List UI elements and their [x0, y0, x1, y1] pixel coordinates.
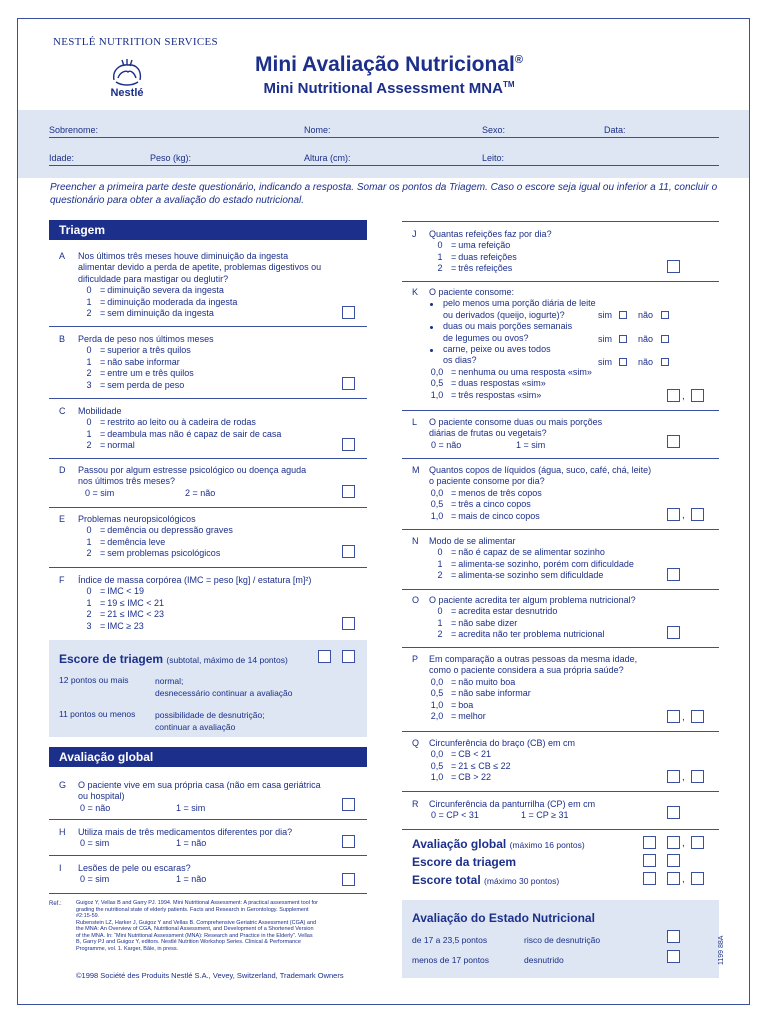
subtotal-range-2: 11 pontos ou menos	[59, 709, 136, 719]
form-code: 1199 88A	[718, 935, 725, 965]
global-total-label: Avaliação global (máximo 16 pontos)	[412, 837, 585, 851]
divider	[49, 507, 367, 508]
nome-label: Nome:	[304, 125, 331, 135]
instructions-text: Preencher a primeira parte deste questionário, indicando a resposta. Somar os pontos da Triagem. Caso o escore seja igual ou inferior a 11, concluir o questionário para obter a avaliação do estado nutricional.	[50, 182, 718, 206]
subtotal-title: Escore de triagem (subtotal, máximo de 14 pontos)	[59, 652, 288, 666]
status-result-1: risco de desnutrição	[524, 935, 601, 945]
score-box-p-int[interactable]	[667, 710, 680, 723]
k1-nao-label: não	[638, 310, 654, 320]
divider	[49, 458, 367, 459]
divider	[49, 819, 367, 820]
bullet-icon	[430, 349, 433, 352]
k3-nao-label: não	[638, 357, 654, 367]
divider	[402, 458, 719, 459]
patient-info-band	[18, 110, 749, 178]
page-subtitle: Mini Nutritional Assessment MNA™	[263, 80, 515, 97]
k3-sim-checkbox[interactable]	[619, 358, 627, 366]
data-label: Data:	[604, 125, 626, 135]
score-box-b[interactable]	[342, 377, 355, 390]
score-box-n[interactable]	[667, 568, 680, 581]
total-score-box-tens[interactable]	[643, 872, 656, 885]
decimal-comma: ,	[682, 712, 685, 723]
divider	[402, 221, 719, 222]
k3-sim-label: sim	[598, 357, 612, 367]
decimal-comma: ,	[682, 510, 685, 521]
score-box-o[interactable]	[667, 626, 680, 639]
k1-sim-label: sim	[598, 310, 612, 320]
score-box-k-int[interactable]	[667, 389, 680, 402]
score-box-p-dec[interactable]	[691, 710, 704, 723]
divider	[402, 589, 719, 590]
k1-sim-checkbox[interactable]	[619, 311, 627, 319]
decimal-comma: ,	[682, 874, 685, 885]
score-box-c[interactable]	[342, 438, 355, 451]
score-box-i[interactable]	[342, 873, 355, 886]
score-box-h[interactable]	[342, 835, 355, 848]
k2-nao-label: não	[638, 334, 654, 344]
subtotal-result-1: normal; desnecessário continuar a avaliação	[155, 676, 293, 698]
score-box-q-int[interactable]	[667, 770, 680, 783]
references: Guigoz Y, Vellas B and Garry PJ. 1994. Mini Nutritional Assessment: A practical assessment tool for grading the nutritional state of elderly patients. Facts and Research in Gerontology. Supplement #2:15-59. Rubenstein LZ, Harker J, Guigoz Y and Vellas B. Comprehensive Geriatric Assessment (CGA) and the MNA: An Overview of CGA, Nutritional Assessment, and Development of a Shortened Version of the MNA. In: “Mini Nutritional Assessment (MNA): Research and Practice in the Elderly”. Vellas B, Garry PJ and Guigoz Y, editors. Nestlé Nutrition Workshop Series. Clinical & Performance Programme, vol. 1. Karger, Bâle, in press.	[76, 900, 318, 952]
k3-nao-checkbox[interactable]	[661, 358, 669, 366]
copyright: ©1998 Société des Produits Nestlé S.A., Vevey, Switzerland, Trademark Owners	[76, 971, 344, 980]
decimal-comma: ,	[682, 838, 685, 849]
k1-nao-checkbox[interactable]	[661, 311, 669, 319]
score-box-j[interactable]	[667, 260, 680, 273]
patient-line-2[interactable]	[49, 165, 719, 166]
score-box-e[interactable]	[342, 545, 355, 558]
idade-label: Idade:	[49, 153, 75, 163]
total-score-box-units[interactable]	[667, 872, 680, 885]
page-title: Mini Avaliação Nutricional®	[255, 53, 523, 76]
score-box-f[interactable]	[342, 617, 355, 630]
divider	[402, 281, 719, 282]
status-box-1[interactable]	[667, 930, 680, 943]
peso-label: Peso (kg):	[150, 153, 192, 163]
divider	[402, 829, 719, 830]
k2-sim-checkbox[interactable]	[619, 335, 627, 343]
divider	[402, 647, 719, 648]
global-total-box-dec[interactable]	[691, 836, 704, 849]
subtotal-box-tens[interactable]	[318, 650, 331, 663]
divider	[402, 529, 719, 530]
divider	[402, 791, 719, 792]
bullet-icon	[430, 303, 433, 306]
score-box-l[interactable]	[667, 435, 680, 448]
status-box-2[interactable]	[667, 950, 680, 963]
decimal-comma: ,	[682, 391, 685, 402]
refs-label: Ref.:	[49, 901, 62, 907]
score-box-m-int[interactable]	[667, 508, 680, 521]
divider	[49, 326, 367, 327]
sexo-label: Sexo:	[482, 125, 506, 135]
score-box-a[interactable]	[342, 306, 355, 319]
triagem-score-box-units[interactable]	[667, 854, 680, 867]
k2-sim-label: sim	[598, 334, 612, 344]
bullet-icon	[430, 326, 433, 329]
divider	[49, 893, 367, 894]
decimal-comma: ,	[682, 772, 685, 783]
score-box-m-dec[interactable]	[691, 508, 704, 521]
k2-nao-checkbox[interactable]	[661, 335, 669, 343]
leito-label: Leito:	[482, 153, 505, 163]
status-range-2: menos de 17 pontos	[412, 955, 490, 965]
status-range-1: de 17 a 23,5 pontos	[412, 935, 488, 945]
total-score-label: Escore total (máximo 30 pontos)	[412, 873, 560, 887]
triagem-header: Triagem	[49, 220, 367, 240]
altura-label: Altura (cm):	[304, 153, 351, 163]
score-box-q-dec[interactable]	[691, 770, 704, 783]
sobrenome-label: Sobrenome:	[49, 125, 99, 135]
status-result-2: desnutrido	[524, 955, 564, 965]
divider	[49, 398, 367, 399]
nutritional-status-title: Avaliação do Estado Nutricional	[412, 911, 595, 925]
score-box-g[interactable]	[342, 798, 355, 811]
subtotal-box-units[interactable]	[342, 650, 355, 663]
divider	[402, 410, 719, 411]
score-box-r[interactable]	[667, 806, 680, 819]
subtotal-result-2: possibilidade de desnutrição; continuar a avaliação	[155, 710, 265, 732]
score-box-d[interactable]	[342, 485, 355, 498]
divider	[49, 567, 367, 568]
nestle-logo-text: Nestlé	[110, 87, 144, 99]
patient-line-1[interactable]	[49, 137, 719, 138]
global-total-box-units[interactable]	[667, 836, 680, 849]
global-header: Avaliação global	[49, 747, 367, 767]
score-box-k-dec[interactable]	[691, 389, 704, 402]
triagem-score-box-tens[interactable]	[643, 854, 656, 867]
global-total-box-tens[interactable]	[643, 836, 656, 849]
triagem-score-label: Escore da triagem	[412, 855, 517, 869]
divider	[402, 731, 719, 732]
divider	[49, 855, 367, 856]
total-score-box-dec[interactable]	[691, 872, 704, 885]
subtotal-range-1: 12 pontos ou mais	[59, 675, 129, 685]
nestle-services-label: NESTLÉ NUTRITION SERVICES	[53, 36, 218, 48]
